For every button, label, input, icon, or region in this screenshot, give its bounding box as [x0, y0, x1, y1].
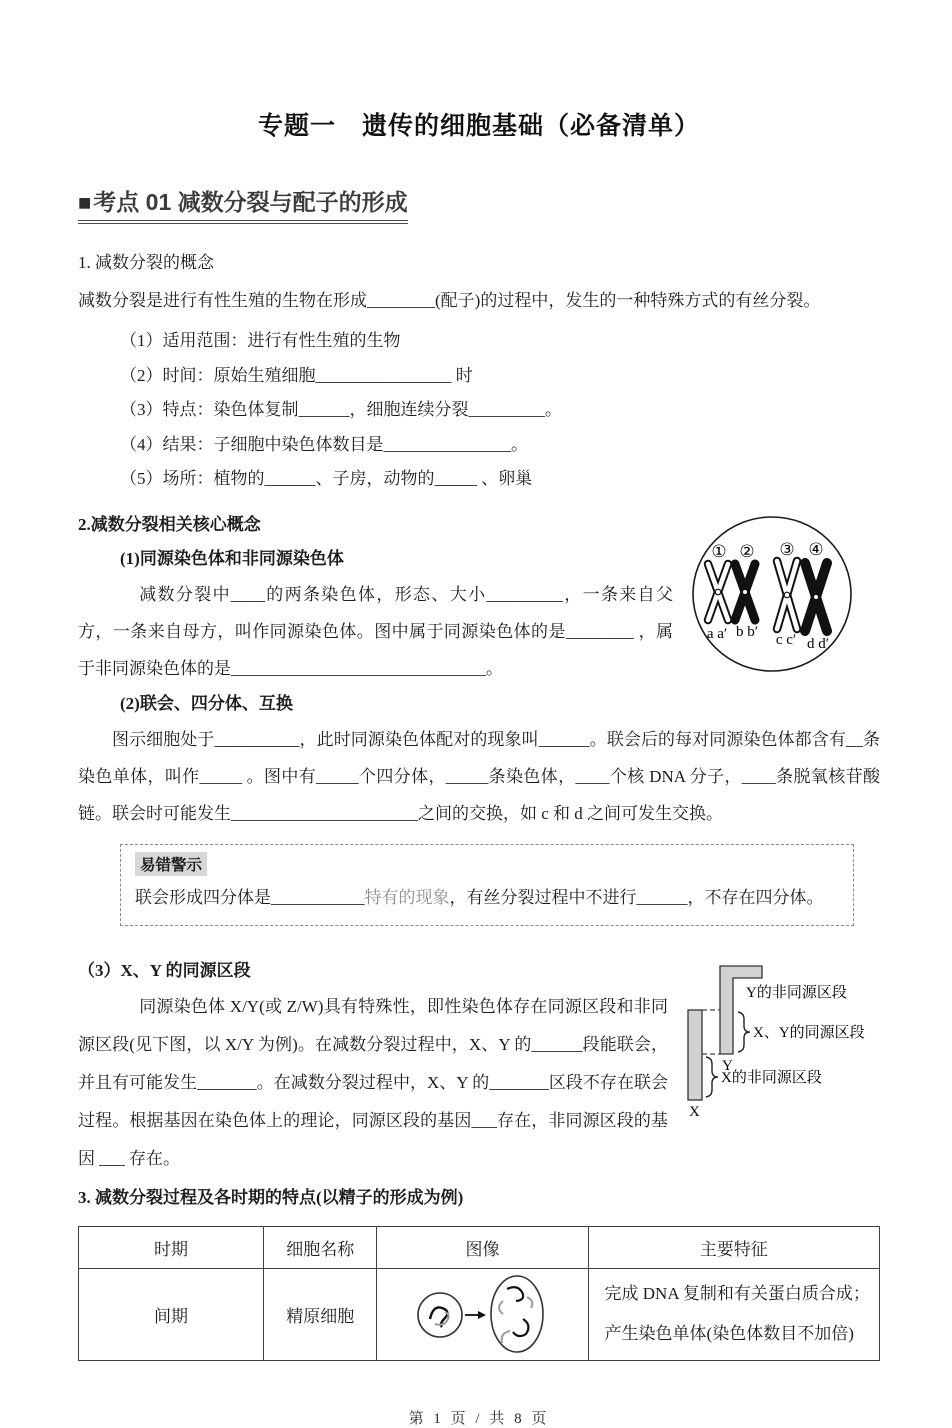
chromosome-number-3: ③: [779, 539, 795, 559]
warning-text-gray: 特有的现象: [364, 887, 450, 907]
xy-region-paragraph: 同源染色体 X/Y(或 Z/W)具有特殊性，即性染色体存在同源区段和非同源区段(见下图，以 X/Y 为例)。在减数分裂过程中，X、Y 的______段能联会，并且有可能发生_______。在减数分裂过程中，X、Y 的_______区段不存在联会过程。根据基因在染色体上的理论，同源区段的基因___存在，非同源区段的基因 ___ 存在。: [78, 996, 668, 1168]
chromatid-label-b: b b′: [735, 623, 759, 640]
intro-paragraph: 减数分裂是进行有性生殖的生物在形成________(配子)的过程中，发生的一种特殊方式的有丝分裂。: [78, 291, 821, 310]
xy-region-subheading: （3）X、Y 的同源区段: [78, 960, 251, 980]
warning-text-post: ，有丝分裂过程中不进行______，不存在四分体。: [449, 887, 824, 907]
warning-box: [120, 844, 854, 926]
section-heading: [78, 184, 408, 224]
black-square-icon: ■: [78, 190, 92, 215]
header-cell-name: 细胞名称: [263, 1226, 377, 1268]
image-cell: [377, 1268, 588, 1360]
list-item-time: （2）时间：原始生殖细胞________________ 时: [120, 365, 473, 385]
chromosome-number-2: ②: [739, 541, 755, 561]
x-nonhomologous-label: X的非同源区段: [721, 1069, 822, 1086]
section-heading-row: [78, 184, 880, 224]
page-footer: 第 1 页 / 共 8 页: [408, 1410, 550, 1427]
table-row-interphase: [79, 1268, 880, 1360]
header-feature: 主要特征: [588, 1226, 879, 1268]
chromosome-number-4: ④: [808, 539, 824, 559]
homologous-paragraph: 减数分裂中____的两条染色体，形态、大小_________，一条来自父方，一条来自母方，叫作同源染色体。图中属于同源染色体的是________ ，属于非同源染色体的是______________________________。: [78, 584, 673, 678]
section-xy-region: [78, 954, 880, 1216]
core-concepts-heading: 2.减数分裂相关核心概念: [78, 514, 261, 534]
y-axis-letter: Y: [722, 1057, 733, 1074]
list-item-result: （4）结果：子细胞中染色体数目是_______________。: [120, 434, 528, 454]
chromatid-label-c: c c′: [775, 631, 797, 648]
chromosome-cell-svg: [685, 507, 880, 685]
x-axis-letter: X: [689, 1103, 700, 1120]
chromosome-cell-figure: [685, 507, 880, 685]
period-cell: 间期: [79, 1268, 264, 1360]
interphase-cells-icon: [415, 1271, 550, 1357]
page-title: 专题一 遗传的细胞基础（必备清单）: [257, 112, 700, 140]
homologous-subheading: (1)同源染色体和非同源染色体: [120, 548, 344, 568]
list-item-scope: （1）适用范围：进行有性生殖的生物: [120, 331, 401, 350]
brace-x-region-icon: [706, 1057, 718, 1097]
feature-cell: [588, 1268, 879, 1360]
meiosis-period-table: [78, 1226, 880, 1361]
section-core-concepts: [78, 507, 880, 926]
list-item-feature: （3）特点：染色体复制______，细胞连续分裂_________。: [120, 400, 562, 419]
concept-list: [78, 324, 880, 497]
synapsis-paragraph: 图示细胞处于__________，此时同源染色体配对的现象叫______。联会后的每对同源染色体都含有__条染色单体，叫作_____ 。图中有_____个四分体，_____条染色体，____个核 DNA 分子，____条脱氧核苷酸链。联会时可能发生______________________之间的交换，如 c 和 d 之间可发生交换。: [78, 729, 880, 823]
cell-name-cell: 精原细胞: [263, 1268, 377, 1360]
warning-text-pre: 联会形成四分体是___________: [135, 887, 365, 907]
section-heading-label: 考点 01 减数分裂与配子的形成: [93, 189, 408, 215]
process-heading: 3. 减数分裂过程及各时期的特点(以精子的形成为例): [78, 1187, 464, 1207]
homologous-region-label: X、Y的同源区段: [753, 1024, 865, 1041]
chromatid-label-a: a a′: [706, 625, 728, 642]
left-cell-circle: [418, 1293, 462, 1337]
warning-text: [135, 882, 839, 914]
y-nonhomologous-label: Y的非同源区段: [746, 984, 847, 1001]
xy-region-svg: [680, 958, 880, 1130]
chromosome-number-1: ①: [711, 541, 727, 561]
arrow-head-icon: [478, 1311, 486, 1319]
header-image: 图像: [377, 1226, 588, 1268]
synapsis-subheading: (2)联会、四分体、互换: [120, 693, 293, 713]
warning-label: 易错警示: [135, 852, 207, 876]
x-chromosome-bar: [688, 1010, 702, 1100]
table-header-row: [79, 1226, 880, 1268]
chromatid-label-d: d d′: [806, 635, 830, 652]
concept-heading: 1. 减数分裂的概念: [78, 253, 214, 272]
brace-homologous-icon: [738, 1012, 750, 1052]
feature-line-1: 完成 DNA 复制和有关蛋白质合成；: [604, 1284, 870, 1303]
feature-line-2: 产生染色单体(染色体数目不加倍): [604, 1324, 854, 1343]
list-item-location: （5）场所：植物的______、子房，动物的_____ 、卵巢: [120, 469, 533, 488]
header-period: 时期: [79, 1226, 264, 1268]
xy-region-figure: [680, 958, 880, 1130]
